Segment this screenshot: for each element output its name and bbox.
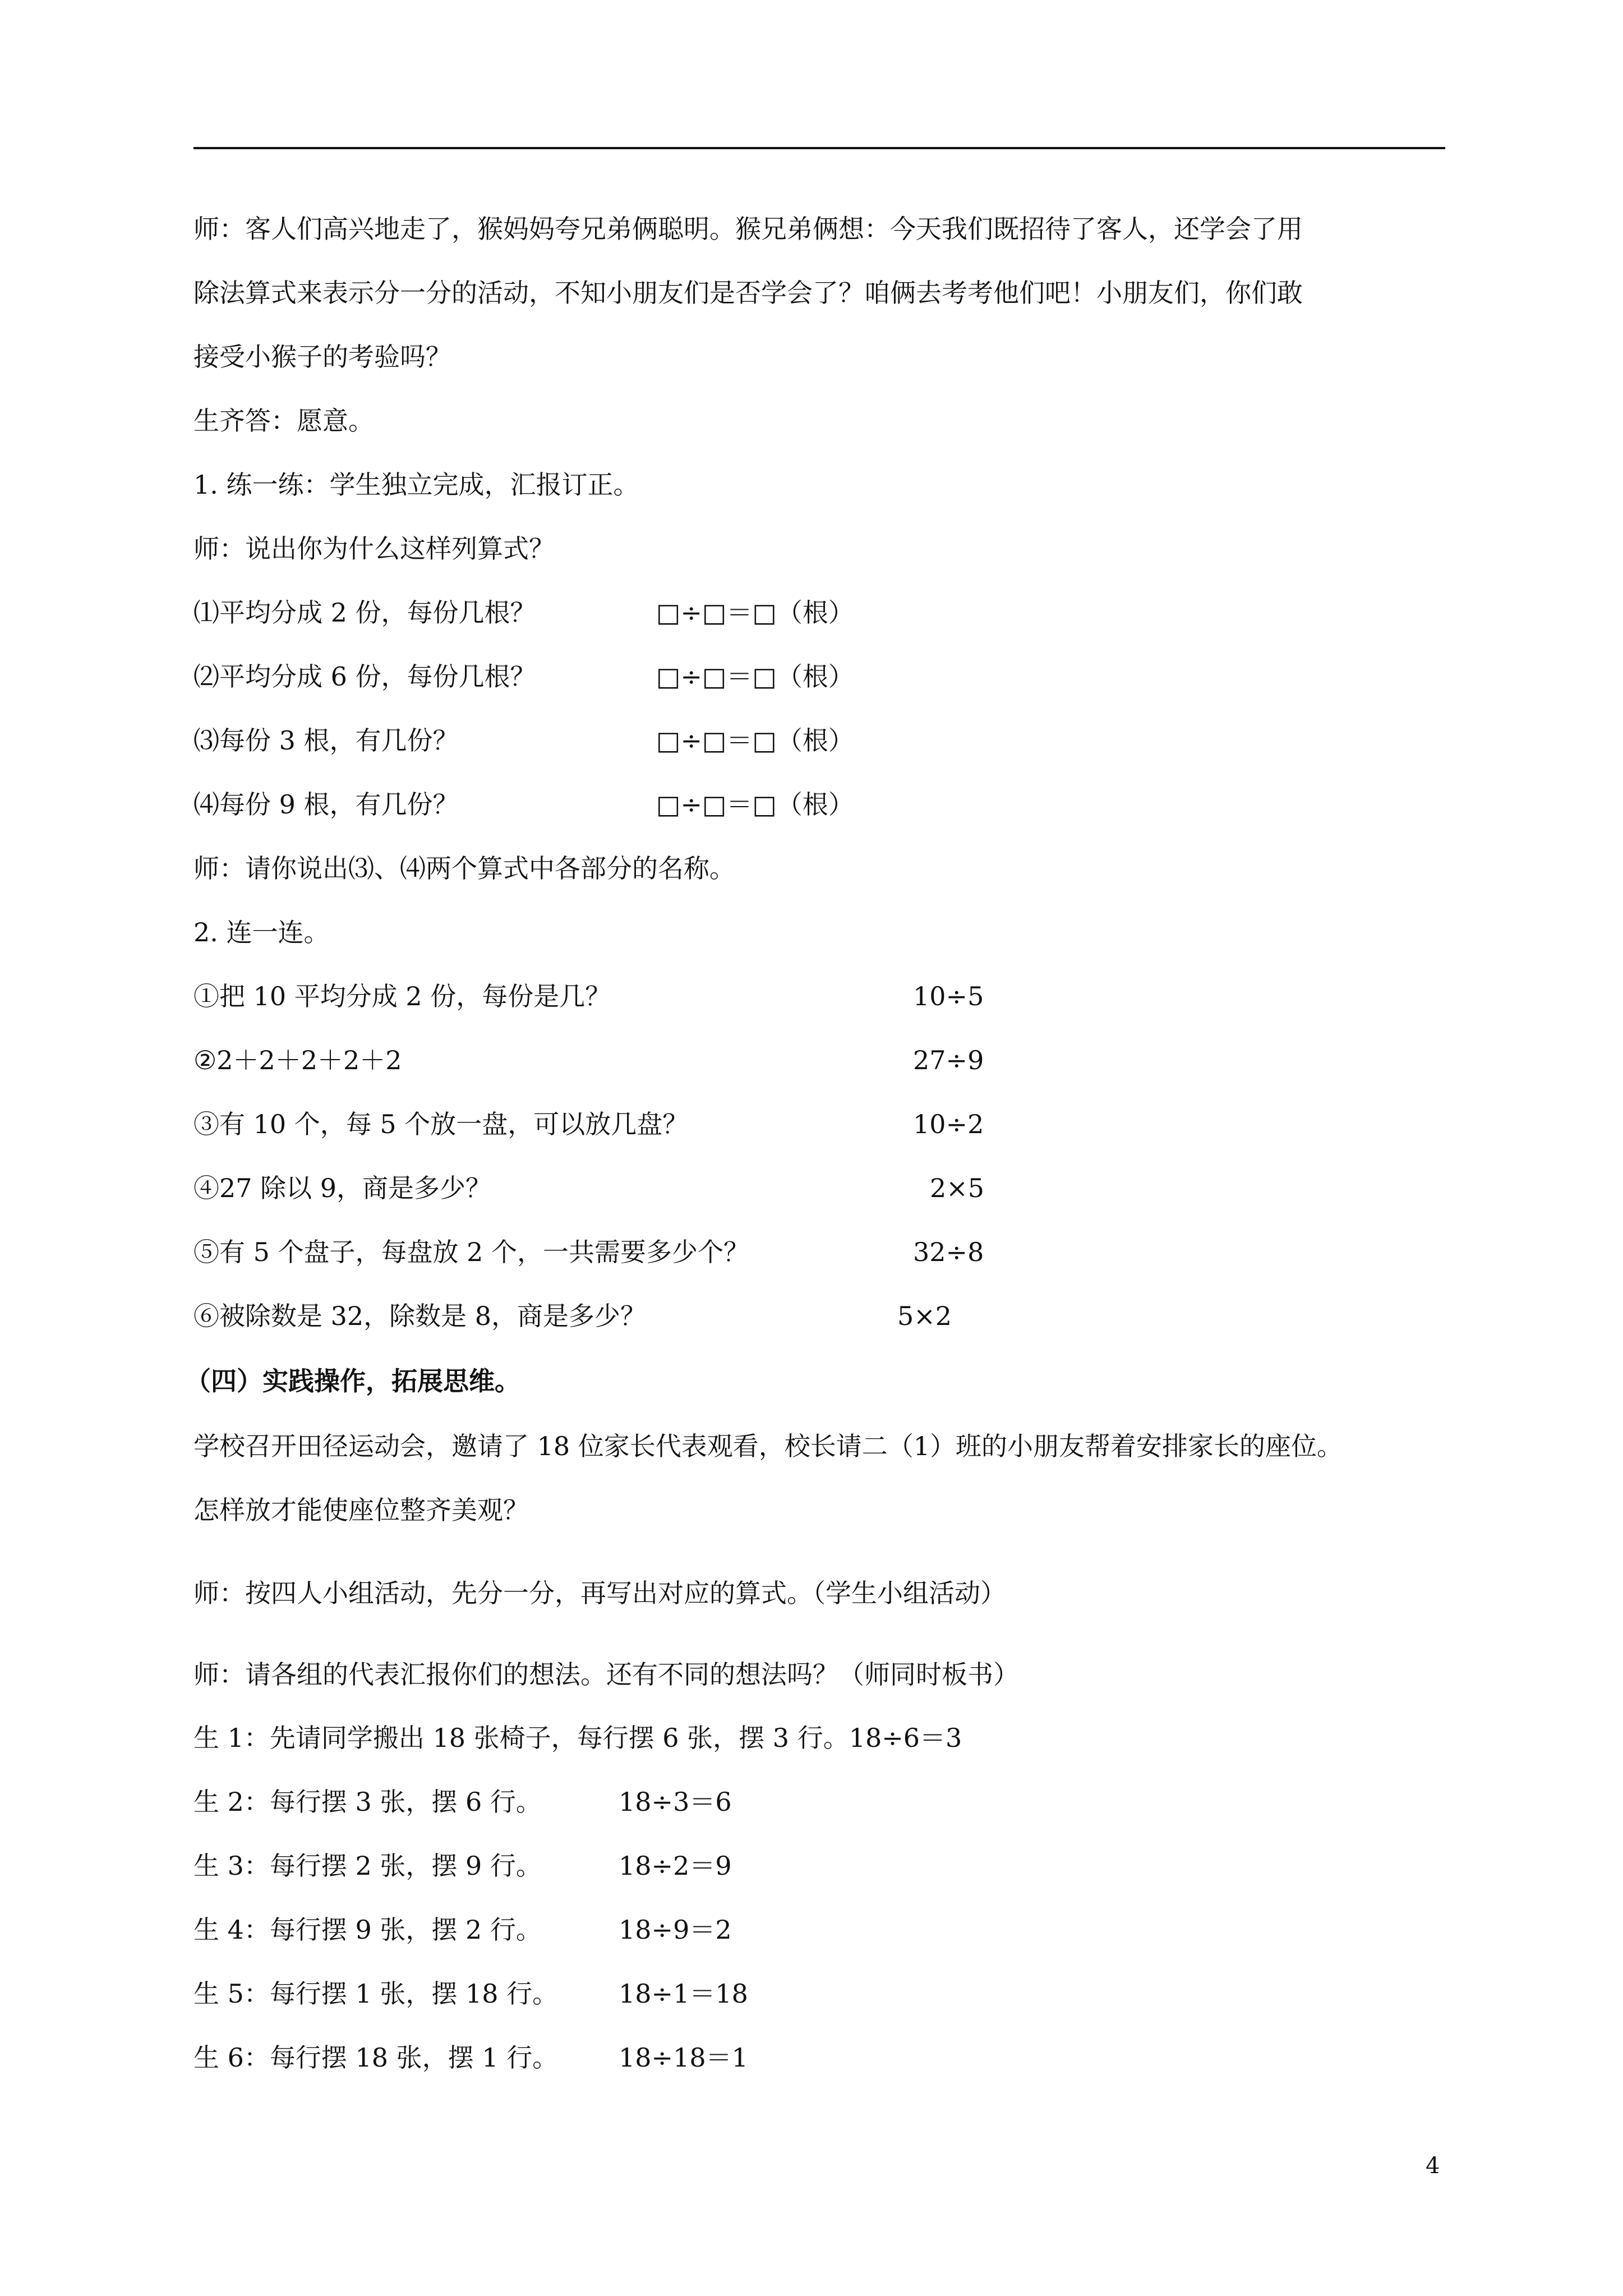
practice-prompt: 师：说出你为什么这样列算式？ xyxy=(193,533,555,564)
connect-question: ①把 10 平均分成 2 份，每份是几？ xyxy=(193,981,611,1011)
practice-equation: □÷□＝□（根） xyxy=(656,661,854,692)
answer-line: 生齐答：愿意。 xyxy=(193,406,374,436)
connect-question: ②2＋2＋2＋2＋2 xyxy=(193,1045,402,1075)
practice-equation: □÷□＝□（根） xyxy=(656,597,854,628)
practice-equation: □÷□＝□（根） xyxy=(656,789,854,820)
student-equation: 18÷1＝18 xyxy=(619,1978,748,2009)
group-activity: 师：按四人小组活动，先分一分，再写出对应的算式。（学生小组活动） xyxy=(193,1578,1006,1608)
student-equation: 18÷18＝1 xyxy=(619,2042,748,2073)
paragraph-line: 接受小猴子的考验吗？ xyxy=(193,342,451,372)
connect-answer: 2×5 xyxy=(930,1173,985,1203)
connect-question: ⑤有 5 个盘子，每盘放 2 个，一共需要多少个？ xyxy=(193,1237,750,1267)
practice-question: ⑶每份 3 根，有几份？ xyxy=(193,725,459,756)
student-answer: 生 1：先请同学搬出 18 张椅子，每行摆 6 张，摆 3 行。18÷6＝3 xyxy=(193,1723,962,1753)
connect-title: 2. 连一连。 xyxy=(193,917,330,947)
connect-answer: 32÷8 xyxy=(913,1237,984,1267)
connect-answer: 10÷5 xyxy=(913,981,984,1011)
practice-question: ⑴平均分成 2 份，每份几根？ xyxy=(193,597,536,628)
student-equation: 18÷3＝6 xyxy=(619,1787,732,1817)
student-answer: 生 3：每行摆 2 张，摆 9 行。 xyxy=(193,1851,542,1881)
connect-question: ⑥被除数是 32，除数是 8，商是多少？ xyxy=(193,1301,647,1331)
header-rule xyxy=(193,147,1445,149)
connect-answer: 5×2 xyxy=(897,1301,952,1331)
student-answer: 生 4：每行摆 9 张，摆 2 行。 xyxy=(193,1915,542,1945)
practice-question: ⑷每份 9 根，有几份？ xyxy=(193,789,459,820)
practice-title: 1. 练一练：学生独立完成，汇报订正。 xyxy=(193,470,639,500)
connect-question: ③有 10 个，每 5 个放一盘，可以放几盘？ xyxy=(193,1109,689,1139)
paragraph-line: 学校召开田径运动会，邀请了 18 位家长代表观看，校长请二（1）班的小朋友帮着安排家长的座位。 xyxy=(193,1431,1343,1461)
section-heading: （四）实践操作，拓展思维。 xyxy=(185,1366,520,1396)
connect-answer: 27÷9 xyxy=(913,1045,984,1075)
student-answer: 生 2：每行摆 3 张，摆 6 行。 xyxy=(193,1787,542,1817)
paragraph-line: 怎样放才能使座位整齐美观？ xyxy=(193,1495,529,1525)
connect-question: ④27 除以 9，商是多少？ xyxy=(193,1173,492,1203)
paragraph-line: 师：客人们高兴地走了，猴妈妈夸兄弟俩聪明。猴兄弟俩想：今天我们既招待了客人，还学会了用 xyxy=(193,214,1303,244)
student-equation: 18÷9＝2 xyxy=(619,1915,732,1945)
page-number: 4 xyxy=(1426,2153,1440,2179)
student-answer: 生 5：每行摆 1 张，摆 18 行。 xyxy=(193,1978,559,2009)
practice-question: ⑵平均分成 6 份，每份几根？ xyxy=(193,661,536,692)
student-answer: 生 6：每行摆 18 张，摆 1 行。 xyxy=(193,2042,559,2073)
report-prompt: 师：请各组的代表汇报你们的想法。还有不同的想法吗？（师同时板书） xyxy=(193,1659,1019,1690)
paragraph-line: 除法算式来表示分一分的活动，不知小朋友们是否学会了？咱俩去考考他们吧！小朋友们，你们敢 xyxy=(193,278,1303,308)
parts-prompt: 师：请你说出⑶、⑷两个算式中各部分的名称。 xyxy=(193,853,735,884)
connect-answer: 10÷2 xyxy=(913,1109,984,1139)
practice-equation: □÷□＝□（根） xyxy=(656,725,854,756)
student-equation: 18÷2＝9 xyxy=(619,1851,732,1881)
